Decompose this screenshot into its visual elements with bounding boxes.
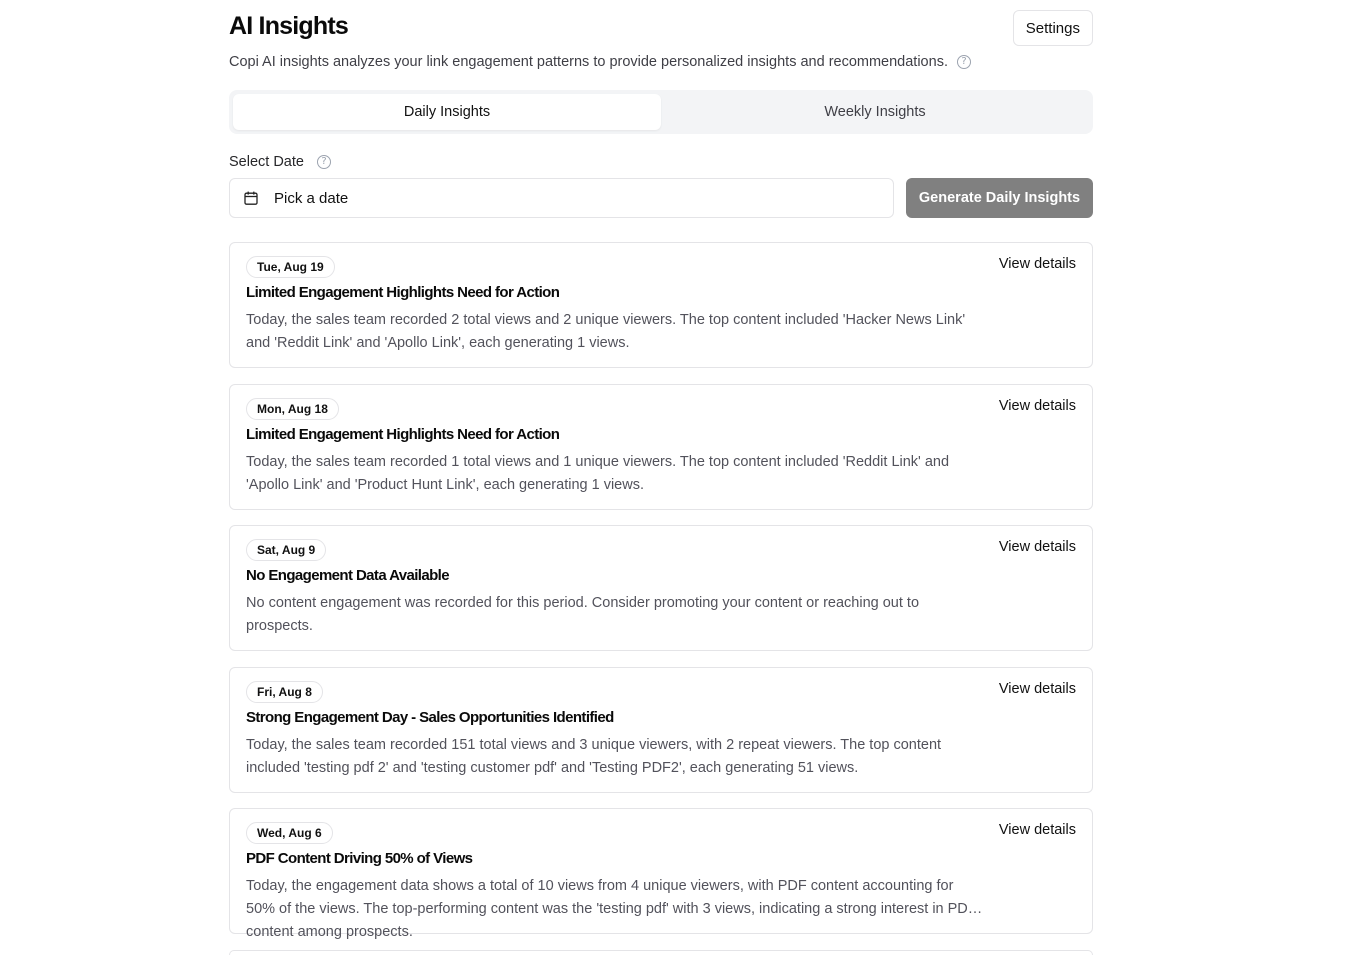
insight-summary: No content engagement was recorded for this period. Consider promoting your content or reaching out to prospects. [246,595,920,634]
insight-title: PDF Content Driving 50% of Views [246,850,473,867]
tab-weekly-insights[interactable]: Weekly Insights [824,104,926,120]
insight-summary: Today, the sales team recorded 1 total views and 1 unique viewers. The top content included 'Reddit Link' and 'Apollo Link' and 'Product Hunt Link', each generating 1 views. [246,454,950,493]
select-date-label-row [229,152,331,172]
date-picker-placeholder: Pick a date [274,189,349,207]
page-subtitle-row [229,54,971,70]
page-header [229,0,1093,90]
insight-card [229,242,1093,368]
view-details-link[interactable]: View details [998,398,1076,414]
date-badge: Sat, Aug 9 [246,539,326,561]
help-circle-icon[interactable]: ? [317,155,331,169]
insight-title: Strong Engagement Day - Sales Opportunities Identified [246,709,614,726]
insight-card [229,525,1093,651]
insight-title: Limited Engagement Highlights Need for Action [246,426,560,443]
tab-daily-insights[interactable]: Daily Insights [233,94,661,130]
generate-daily-insights-button[interactable]: Generate Daily Insights [906,178,1093,218]
select-date-label: Select Date [229,154,304,170]
insight-summary: Today, the sales team recorded 151 total views and 3 unique viewers, with 2 repeat viewers. The top content included 'testing pdf 2' and 'testing customer pdf' and 'Testing PDF2', each generating 51 views. [246,737,942,776]
settings-button[interactable]: Settings [1013,10,1093,46]
insights-tabs [229,90,1093,134]
date-badge: Tue, Aug 19 [246,256,335,278]
view-details-link[interactable]: View details [998,822,1076,838]
insight-summary: Today, the engagement data shows a total of 10 views from 4 unique viewers, with PDF content accounting for 50% of the views. The top-performing content was the 'testing pdf' with 3 views, indicating a strong interest in PDF content among prospects. [246,878,977,940]
insight-title: Limited Engagement Highlights Need for Action [246,284,560,301]
insight-card-partial [229,950,1093,955]
ai-insights-page [229,0,1093,940]
date-picker-input[interactable] [229,178,894,218]
date-badge: Wed, Aug 6 [246,822,333,844]
help-circle-icon[interactable]: ? [957,55,971,69]
calendar-icon [244,191,258,205]
page-title: AI Insights [229,12,348,40]
insight-title: No Engagement Data Available [246,567,449,584]
page-subtitle: Copi AI insights analyzes your link engagement patterns to provide personalized insights and recommendations. [229,54,948,70]
date-badge: Mon, Aug 18 [246,398,339,420]
insight-card [229,667,1093,793]
date-badge: Fri, Aug 8 [246,681,323,703]
insight-card [229,384,1093,510]
view-details-link[interactable]: View details [998,539,1076,555]
view-details-link[interactable]: View details [998,681,1076,697]
insight-card [229,808,1093,940]
view-details-link[interactable]: View details [998,256,1076,272]
insight-summary: Today, the sales team recorded 2 total views and 2 unique viewers. The top content included 'Hacker News Link' and 'Reddit Link' and 'Apollo Link', each generating 1 views. [246,312,966,351]
